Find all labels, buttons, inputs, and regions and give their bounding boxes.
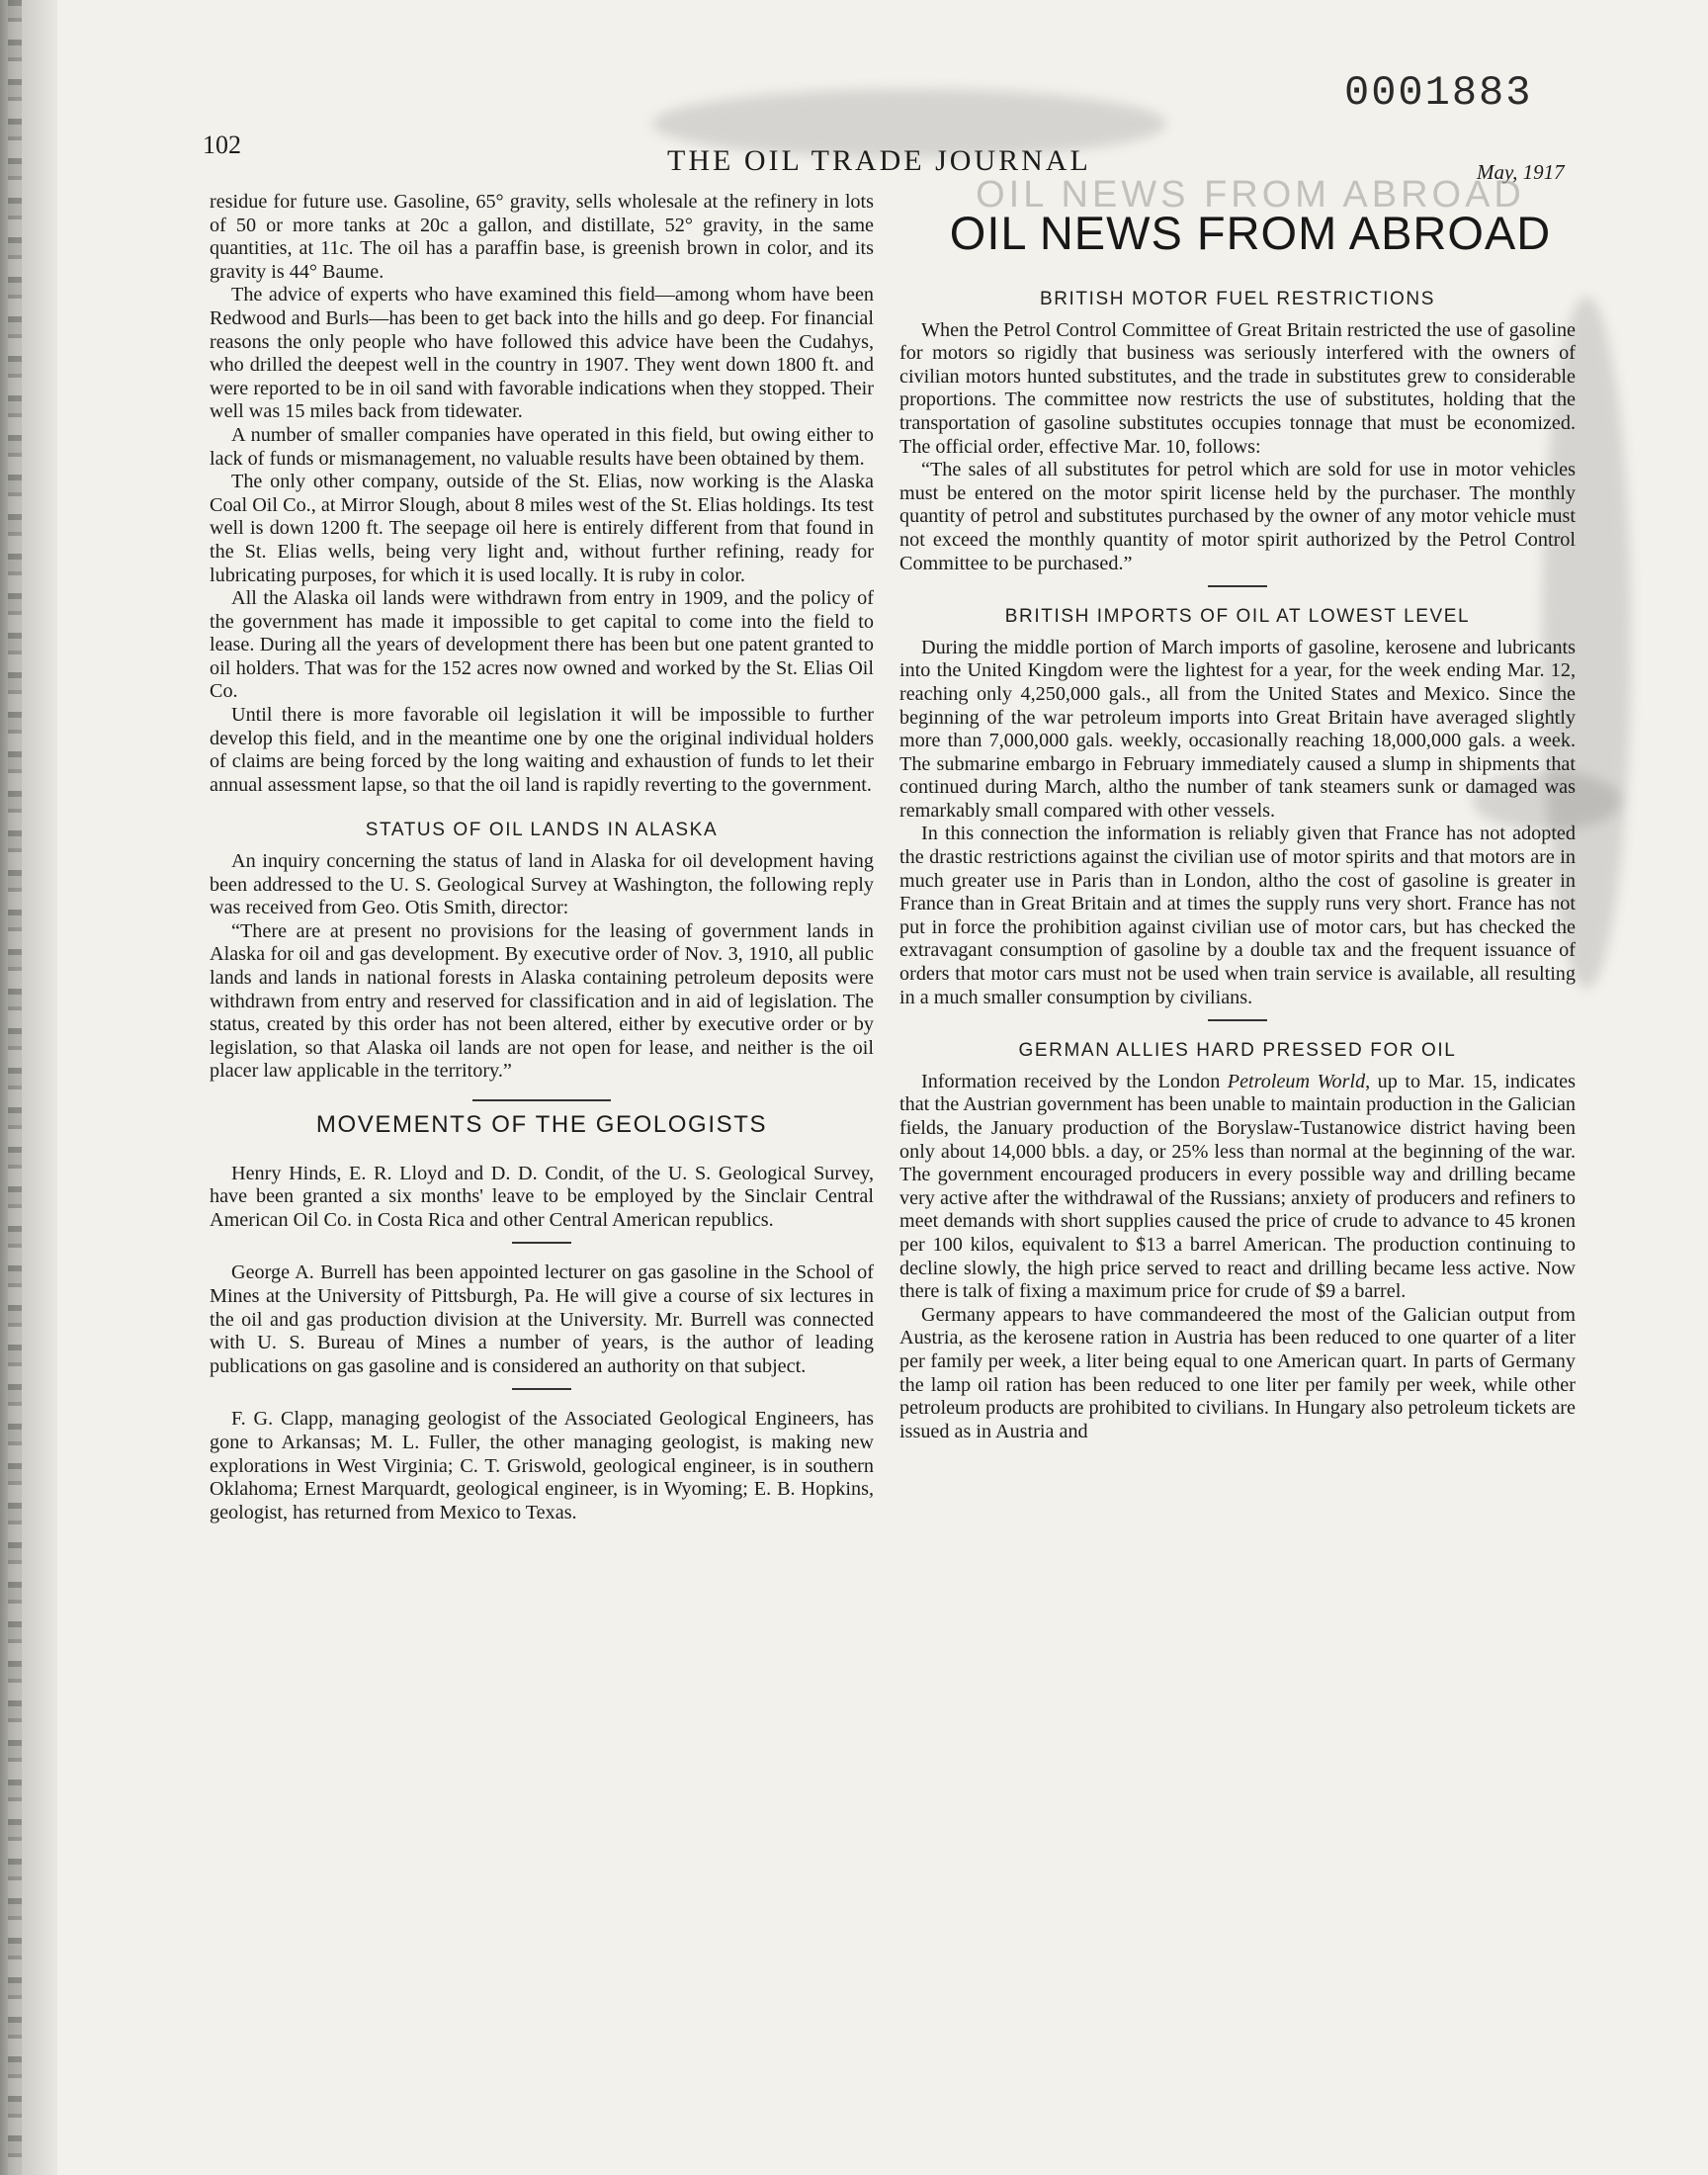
paragraph: The advice of experts who have examined this field—among whom have been Redwood and Burls—has been to get back into the hills and go deep. For financial reasons the only people who have followed this advice have been the Cudahys, who drilled the deepest well in the country in 1907. They went down 1800 ft. and were reported to be in oil sand with favorable indications when they stopped. Their well was 15 miles back from tidewater. bbox=[210, 284, 874, 423]
paragraph: George A. Burrell has been appointed lecturer on gas gasoline in the School of Mines at the University of Pittsburgh, Pa. He will give a course of six lectures in the oil and gas production division at the University. Mr. Burrell was connected with U. S. Bureau of Mines a number of years, is the author of leading publications on gas gasoline and is considered an authority on that subject. bbox=[210, 1262, 874, 1377]
section-title: OIL NEWS FROM ABROAD bbox=[949, 207, 1552, 259]
article-heading-movements: MOVEMENTS OF THE GEOLOGISTS bbox=[315, 1110, 768, 1138]
paragraph: Germany appears to have commandeered the most of the Galician output from Austria, as the kerosene ration in Austria has been reduced to one quarter of a liter per family per week, a liter being equal to one American quart. In parts of Germany the lamp oil ration has been reduced to one liter per family per week, while other petroleum products are prohibited to civilians. In Hungary also petroleum tickets are issued as in Austria and bbox=[899, 1303, 1576, 1442]
paragraph: Henry Hinds, E. R. Lloyd and D. D. Condit, of the U. S. Geological Survey, have been granted a six months' leave to be employed by the Sinclair Central American Oil Co. in Costa Rica and other Central American republics. bbox=[210, 1162, 874, 1231]
paragraph: An inquiry concerning the status of land in Alaska for oil development having been addressed to the U. S. Geological Survey at Washington, the following reply was received from Geo. Otis Smith, director: bbox=[210, 850, 874, 919]
document-stamp-number: 0001883 bbox=[1344, 69, 1533, 117]
page-number: 102 bbox=[203, 130, 241, 159]
paragraph: F. G. Clapp, managing geologist of the Associated Geological Engineers, has gone to Arkansas; M. L. Fuller, the other managing geologist, is making new explorations in West Virginia; C. T. Griswold, geological engineer, is in southern Oklahoma; Ernest Marquardt, geological engineer, is in Wyoming; E. B. Hopkins, geologist, has returned from Mexico to Texas. bbox=[210, 1408, 874, 1523]
divider bbox=[1208, 585, 1267, 587]
journal-title: THE OIL TRADE JOURNAL bbox=[667, 144, 1091, 177]
divider bbox=[1208, 1019, 1267, 1021]
bleed-through-heading: OIL NEWS FROM ABROAD bbox=[976, 174, 1525, 216]
article-heading-motor-fuel: BRITISH MOTOR FUEL RESTRICTIONS bbox=[1039, 289, 1436, 309]
paragraph bbox=[899, 1071, 1576, 1304]
left-column bbox=[210, 191, 874, 1524]
paragraph: In this connection the information is reliably given that France has not adopted the drastic restrictions against the civilian use of motor spirits and that motors are in much greater use in Paris than in London, altho the cost of gasoline is greater in France than in Great Britain and at times the supply runs very short. France has not put in force the prohibition against civilian use of motor cars, but has checked the extravagant consumption of gasoline by a double tax and the frequent issuance of orders that motor cars must not be used when train service is available, all resulting in a much smaller consumption by civilians. bbox=[899, 823, 1576, 1008]
paragraph: During the middle portion of March imports of gasoline, kerosene and lubricants into the United Kingdom were the lightest for a year, for the week ending Mar. 12, reaching only 4,250,000 gals., all from the United States and Mexico. Since the beginning of the war petroleum imports into Great Britain have averaged slightly more than 7,000,000 gals. weekly, occasionally reaching 18,000,000 gals. a week. The submarine embargo in February immediately caused a slump in shipments that continued during March, altho the number of tank steamers sunk or damaged was remarkably small compared with other vessels. bbox=[899, 636, 1576, 822]
text-run: Information received by the London bbox=[921, 1070, 1228, 1092]
article-heading-imports: BRITISH IMPORTS OF OIL AT LOWEST LEVEL bbox=[1004, 606, 1471, 628]
divider bbox=[512, 1242, 571, 1244]
paragraph: “The sales of all substitutes for petrol which are sold for use in motor vehicles must be entered on the motor spirit license held by the purchaser. The monthly quantity of petrol and substitutes purchased by the owner of any motor vehicle must not exceed the monthly quantity of motor spirit authorized by the Petrol Control Committee to be purchased.” bbox=[899, 459, 1576, 574]
scan-edge-streak bbox=[8, 0, 22, 2175]
text-run: , up to Mar. 15, indicates that the Austrian government has been unable to maintain production in the Galician fields, the January production of the Boryslaw-Tustanowice district having been only about 14,000 bbls. a day, or 25% less than normal at the beginning of the war. The government encouraged producers in every possible way and drilling became very active after the withdrawal of the Russians; anxiety of producers and refiners to meet demands with short supplies caused the price of crude to advance to 45 kronen per 100 kilos, equivalent to $13 a barrel American. The production continuing to decline slowly, the high price served to react and drilling became less active. Now there is talk of fixing a maximum price for crude of $9 a barrel. bbox=[899, 1070, 1576, 1303]
paragraph: All the Alaska oil lands were withdrawn from entry in 1909, and the policy of the government has made it impossible to get capital to come into the field to lease. During all the years of development there has been but one patent granted to oil holders. That was for the 152 acres now owned and worked by the St. Elias Oil Co. bbox=[210, 587, 874, 703]
divider bbox=[472, 1099, 611, 1101]
paragraph: A number of smaller companies have operated in this field, but owing either to lack of funds or mismanagement, no valuable results have been obtained by them. bbox=[210, 423, 874, 470]
article-heading-german-allies: GERMAN ALLIES HARD PRESSED FOR OIL bbox=[1018, 1040, 1457, 1062]
paragraph: When the Petrol Control Committee of Great Britain restricted the use of gasoline for motors so rigidly that business was seriously interfered with the owners of civilian motors hunted substitutes, and the trade in substitutes grew to considerable proportions. The committee now restricts the use of substitutes, holding that the transportation of gasoline substitutes occupies tonnage that must be economized. The official order, effective Mar. 10, follows: bbox=[899, 318, 1576, 458]
paragraph: “There are at present no provisions for the leasing of government lands in Alaska for oil and gas development. By executive order of Nov. 3, 1910, all public lands and lands in national forests in Alaska containing petroleum deposits were withdrawn from entry and reserved for classification and in aid of legislation. The status, created by this order has not been altered, either by executive order or by legislation, so that Alaska oil lands are not open for lease, and neither is the oil placer law applicable in the territory.” bbox=[210, 919, 874, 1083]
article-heading-status: STATUS OF OIL LANDS IN ALASKA bbox=[365, 820, 719, 841]
issue-date: May, 1917 bbox=[1477, 160, 1565, 184]
divider bbox=[512, 1388, 571, 1390]
paragraph: residue for future use. Gasoline, 65° gravity, sells wholesale at the refinery in lots of 50 or more tanks at 20c a gallon, and distillate, 52° gravity, in the same quantities, at 11c. The oil has a paraffin base, is greenish brown in color, and its gravity is 44° Baume. bbox=[210, 191, 874, 283]
paragraph: The only other company, outside of the St. Elias, now working is the Alaska Coal Oil Co., at Mirror Slough, about 8 miles west of the St. Elias holdings. Its test well is down 1200 ft. The seepage oil here is entirely different from that found in the St. Elias wells, being very light and, without further refining, ready for lubricating purposes, for which it is used locally. It is ruby in color. bbox=[210, 471, 874, 586]
right-column bbox=[899, 288, 1576, 1443]
publication-name: Petroleum World bbox=[1227, 1070, 1366, 1092]
paragraph: Until there is more favorable oil legislation it will be impossible to further develop this field, and in the meantime one by one the original individual holders of claims are being forced by the long waiting and exhaustion of funds to let their annual assessment lapse, so that the oil land is rapidly reverting to the government. bbox=[210, 704, 874, 796]
